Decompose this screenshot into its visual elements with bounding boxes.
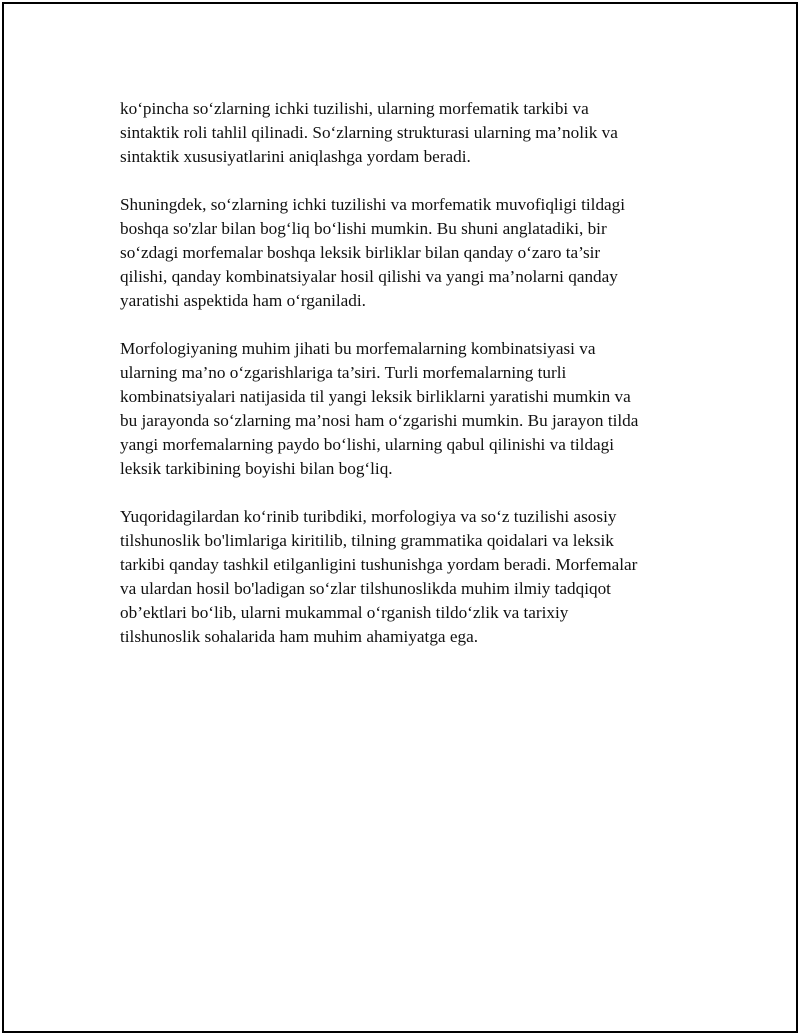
text-line: leksik tarkibining boyishi bilan bog‘liq. — [120, 459, 393, 478]
paragraph-1 — [120, 97, 680, 169]
text-line: so‘zdagi morfemalar boshqa leksik birliklar bilan qanday o‘zaro ta’sir — [120, 243, 601, 262]
page-frame — [2, 2, 798, 1033]
text-line: Yuqoridagilardan ko‘rinib turibdiki, morfologiya va so‘z tuzilishi asosiy — [120, 507, 617, 526]
text-line: kombinatsiyalari natijasida til yangi leksik birliklarni yaratishi mumkin va — [120, 387, 631, 406]
text-line: ularning ma’no o‘zgarishlariga ta’siri. Turli morfemalarning turli — [120, 363, 567, 382]
paragraph-3 — [120, 337, 680, 481]
paragraph-4 — [120, 505, 680, 649]
text-line: tarkibi qanday tashkil etilganligini tushunishga yordam beradi. Morfemalar — [120, 555, 638, 574]
text-line: tilshunoslik bo'limlariga kiritilib, tilning grammatika qoidalari va leksik — [120, 531, 614, 550]
text-line: Morfologiyaning muhim jihati bu morfemalarning kombinatsiyasi va — [120, 339, 596, 358]
text-line: va ulardan hosil bo'ladigan so‘zlar tilshunoslikda muhim ilmiy tadqiqot — [120, 579, 611, 598]
text-line: bu jarayonda so‘zlarning ma’nosi ham o‘zgarishi mumkin. Bu jarayon tilda — [120, 411, 639, 430]
text-line: Shuningdek, so‘zlarning ichki tuzilishi va morfematik muvofiqligi tildagi — [120, 195, 626, 214]
document-body — [120, 97, 680, 673]
text-line: yangi morfemalarning paydo bo‘lishi, ularning qabul qilinishi va tildagi — [120, 435, 615, 454]
text-line: ko‘pincha so‘zlarning ichki tuzilishi, ularning morfematik tarkibi va — [120, 99, 589, 118]
text-line: sintaktik roli tahlil qilinadi. So‘zlarning strukturasi ularning ma’nolik va — [120, 123, 618, 142]
text-line: qilishi, qanday kombinatsiyalar hosil qilishi va yangi ma’nolarni qanday — [120, 267, 618, 286]
text-line: boshqa so'zlar bilan bog‘liq bo‘lishi mumkin. Bu shuni anglatadiki, bir — [120, 219, 607, 238]
text-line: sintaktik xususiyatlarini aniqlashga yordam beradi. — [120, 147, 471, 166]
paragraph-2 — [120, 193, 680, 313]
text-line: ob’ektlari bo‘lib, ularni mukammal o‘rganish tildo‘zlik va tarixiy — [120, 603, 569, 622]
text-line: tilshunoslik sohalarida ham muhim ahamiyatga ega. — [120, 627, 478, 646]
text-line: yaratishi aspektida ham o‘rganiladi. — [120, 291, 366, 310]
